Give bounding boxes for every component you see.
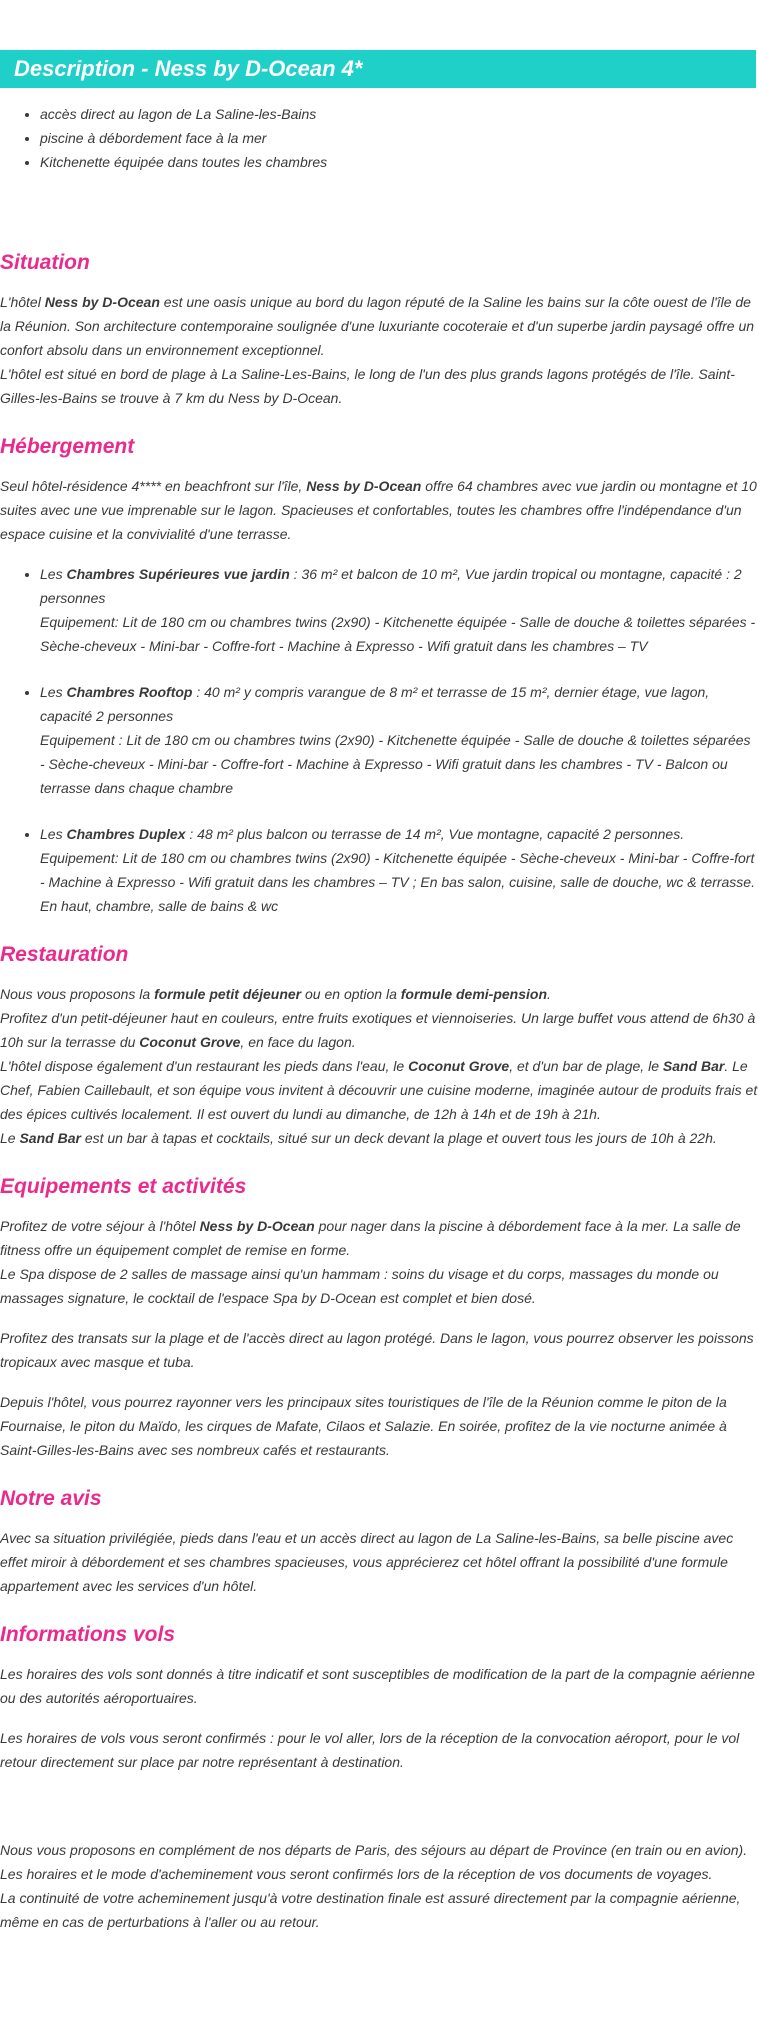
room-name: Chambres Supérieures vue jardin xyxy=(66,566,290,582)
hotel-name: Ness by D-Ocean xyxy=(44,294,160,310)
room-item: • Les Chambres Supérieures vue jardin : 36 m² et balcon de 10 m², Vue jardin tropical ou montagne, capacité : 2 personnes Equipement: Lit de 180 cm ou chambres twins (2x90) - Kitchenette équipée - Salle de douche & toilettes séparées - Sèche-cheveux - Mini-bar - Coffre-fort - Machine à Expresso - Wifi gratuit dans les chambres – TV xyxy=(40,562,758,658)
hebergement-heading: Hébergement xyxy=(0,435,135,458)
restauration-heading: Restauration xyxy=(0,943,129,966)
highlight-item: • accès direct au lagon de La Saline-les-Bains xyxy=(40,102,758,126)
room-equipment: Equipement : Lit de 180 cm ou chambres twins (2x90) - Kitchenette équipée - Salle de douche & toilettes séparées - Sèche-cheveux - Mini-bar - Coffre-fort - Machine à Expresso - Wifi gratuit dans les chambres - TV - Balcon ou terrasse dans chaque chambre xyxy=(40,732,751,796)
room-item: • Les Chambres Rooftop : 40 m² y compris varangue de 8 m² et terrasse de 15 m², dernier étage, vue lagon, capacité 2 personnes Equipement : Lit de 180 cm ou chambres twins (2x90) - Kitchenette équipée - Salle de douche & toilettes séparées - Sèche-cheveux - Mini-bar - Coffre-fort - Machine à Expresso - Wifi gratuit dans les chambres - TV - Balcon ou terrasse dans chaque chambre xyxy=(40,680,758,800)
page xyxy=(0,50,758,1934)
vols-heading: Informations vols xyxy=(0,1623,176,1646)
restauration-line: L'hôtel dispose également d'un restaurant les pieds dans l'eau, le Coconut Grove, et d'un bar de plage, le Sand Bar. Le Chef, Fabien Caillebault, et son équipe vous invitent à découvrir une cuisine moderne, imaginée autour de produits frais et des épices cultivés localement. Il est ouvert du lundi au dimanche, de 12h à 14h et de 19h à 21h. xyxy=(0,1058,758,1122)
room-name: Chambres Rooftop xyxy=(66,684,193,700)
restauration-line: Le Sand Bar est un bar à tapas et cocktails, situé sur un deck devant la plage et ouvert tous les jours de 10h à 22h. xyxy=(0,1130,717,1146)
hotel-name: Ness by D-Ocean xyxy=(199,1218,315,1234)
equipements-paragraph: Profitez de votre séjour à l'hôtel Ness by D-Ocean pour nager dans la piscine à débordement face à la mer. La salle de fitness offre un équipement complet de remise en forme. Le Spa dispose de 2 salles de massage ainsi qu'un hammam : soins du visage et du corps, massages du monde ou massages signature, le cocktail de l'espace Spa by D-Ocean est complet et bien dosé. xyxy=(0,1218,741,1306)
content-column xyxy=(0,50,758,1934)
page-title-banner: Description - Ness by D-Ocean 4* xyxy=(0,50,756,88)
equipements-heading: Equipements et activités xyxy=(0,1175,247,1198)
room-name: Chambres Duplex xyxy=(66,826,186,842)
room-equipment: Equipement: Lit de 180 cm ou chambres twins (2x90) - Kitchenette équipée - Sèche-cheveux - Mini-bar - Coffre-fort - Machine à Expresso - Wifi gratuit dans les chambres – TV ; En bas salon, cuisine, salle de douche, wc & terrasse. En haut, chambre, salle de bains & wc xyxy=(40,850,755,914)
equipements-paragraph: Depuis l'hôtel, vous pourrez rayonner vers les principaux sites touristiques de l'île de la Réunion comme le piton de la Fournaise, le piton du Maïdo, les cirques de Mafate, Cilaos et Salazie. En soirée, profitez de la vie nocturne animée à Saint-Gilles-les-Bains avec ses nombreux cafés et restaurants. xyxy=(0,1394,727,1458)
hebergement-paragraph: Seul hôtel-résidence 4**** en beachfront sur l'île, Ness by D-Ocean offre 64 chambres avec vue jardin ou montagne et 10 suites avec une vue imprenable sur le lagon. Spacieuses et confortables, toutes les chambres offre l'indépendance d'un espace cuisine et la convivialité d'une terrasse. xyxy=(0,478,757,542)
restauration-section xyxy=(0,982,758,1150)
hebergement-section xyxy=(0,474,758,918)
situation-section xyxy=(0,290,758,410)
room-equipment: Equipement: Lit de 180 cm ou chambres twins (2x90) - Kitchenette équipée - Salle de douche & toilettes séparées - Sèche-cheveux - Mini-bar - Coffre-fort - Machine à Expresso - Wifi gratuit dans les chambres – TV xyxy=(40,614,756,654)
highlight-item: • Kitchenette équipée dans toutes les chambres xyxy=(40,150,758,174)
situation-paragraph: L'hôtel Ness by D-Ocean est une oasis unique au bord du lagon réputé de la Saline les bains sur la côte ouest de l'île de la Réunion. Son architecture contemporaine soulignée d'une luxuriante cocoteraie et d'un superbe jardin paysagé offre un confort absolu dans un environnement exceptionnel. xyxy=(0,294,755,358)
avis-heading: Notre avis xyxy=(0,1487,102,1510)
highlights-list xyxy=(0,102,758,174)
highlight-item: • piscine à débordement face à la mer xyxy=(40,126,758,150)
avis-section xyxy=(0,1526,758,1598)
situation-heading: Situation xyxy=(0,251,90,274)
restauration-line: Nous vous proposons la formule petit déjeuner ou en option la formule demi-pension. xyxy=(0,986,551,1002)
vols-paragraph: Les horaires de vols vous seront confirmés : pour le vol aller, lors de la réception de la convocation aéroport, pour le vol retour directement sur place par notre représentant à destination. xyxy=(0,1730,740,1770)
equipements-paragraph: Profitez des transats sur la plage et de l'accès direct au lagon protégé. Dans le lagon, vous pourrez observer les poissons tropicaux avec masque et tuba. xyxy=(0,1330,754,1370)
vols-paragraph: Nous vous proposons en complément de nos départs de Paris, des séjours au départ de Province (en train ou en avion). Les horaires et le mode d'acheminement vous seront confirmés lors de la réception de vos documents de voyages. La continuité de votre acheminement jusqu'à votre destination finale est assuré directement par la compagnie aérienne, même en cas de perturbations à l'aller ou au retour. xyxy=(0,1842,748,1930)
avis-paragraph: Avec sa situation privilégiée, pieds dans l'eau et un accès direct au lagon de La Saline-les-Bains, sa belle piscine avec effet miroir à débordement et ses chambres spacieuses, vous apprécierez cet hôtel offrant la possibilité d'une formule appartement avec les services d'un hôtel. xyxy=(0,1530,734,1594)
hotel-name: Ness by D-Ocean xyxy=(306,478,422,494)
vols-paragraph: Les horaires des vols sont donnés à titre indicatif et sont susceptibles de modification de la part de la compagnie aérienne ou des autorités aéroportuaires. xyxy=(0,1666,755,1706)
situation-location-paragraph: L'hôtel est situé en bord de plage à La Saline-Les-Bains, le long de l'un des plus grands lagons protégés de l'île. Saint-Gilles-les-Bains se trouve à 7 km du Ness by D-Ocean. xyxy=(0,366,735,406)
rooms-list xyxy=(0,562,758,918)
vols-section xyxy=(0,1662,758,1934)
restauration-line: Profitez d'un petit-déjeuner haut en couleurs, entre fruits exotiques et viennoiseries. Un large buffet vous attend de 6h30 à 10h sur la terrasse du Coconut Grove, en face du lagon. xyxy=(0,1010,756,1050)
equipements-section xyxy=(0,1214,758,1462)
room-item: • Les Chambres Duplex : 48 m² plus balcon ou terrasse de 14 m², Vue montagne, capacité 2 personnes. Equipement: Lit de 180 cm ou chambres twins (2x90) - Kitchenette équipée - Sèche-cheveux - Mini-bar - Coffre-fort - Machine à Expresso - Wifi gratuit dans les chambres – TV ; En bas salon, cuisine, salle de douche, wc & terrasse. En haut, chambre, salle de bains & wc xyxy=(40,822,758,918)
